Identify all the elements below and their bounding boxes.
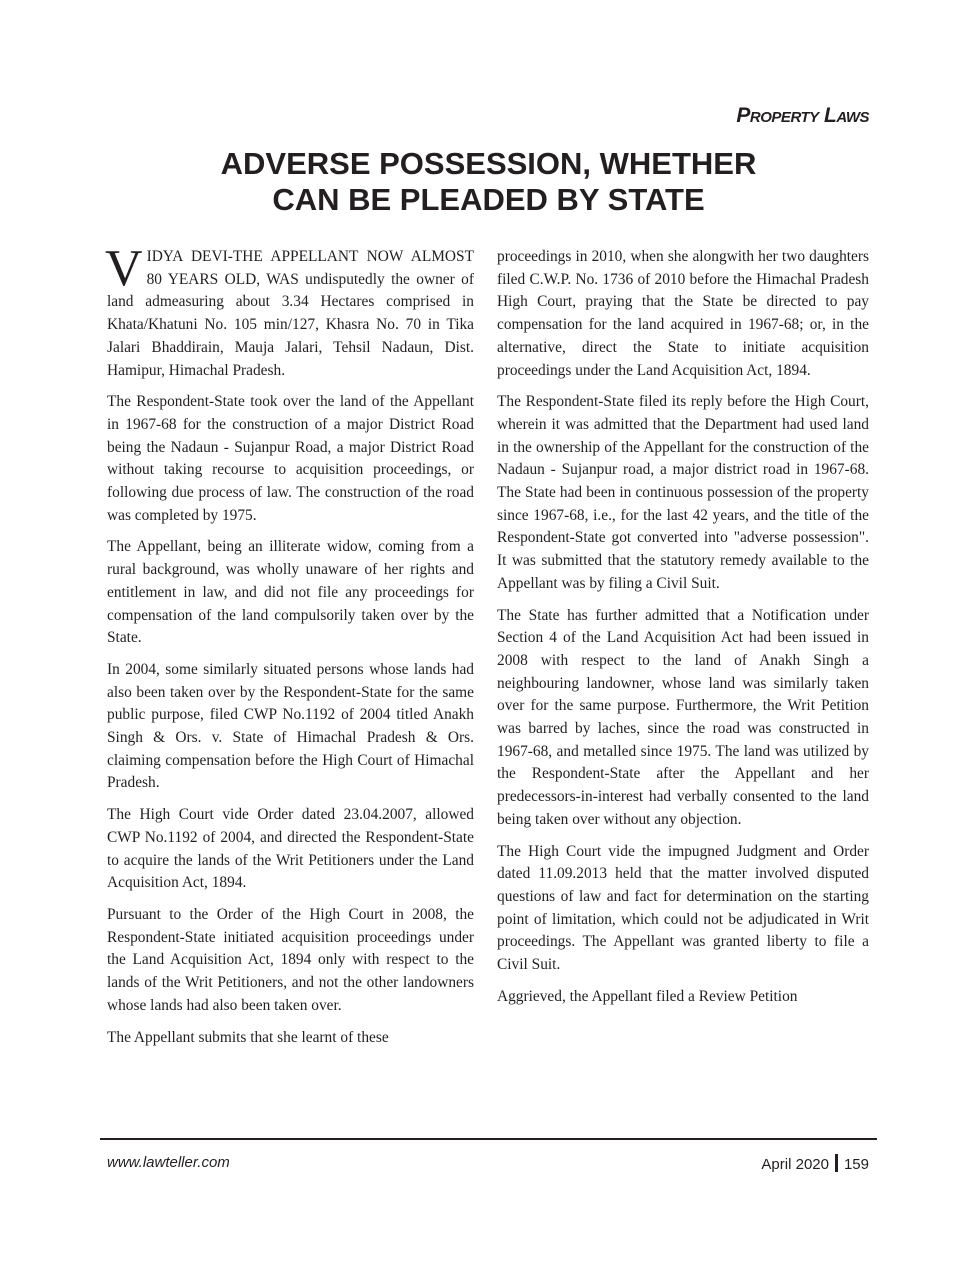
footer-issue bbox=[761, 1154, 869, 1173]
issue-date: April 2020 bbox=[761, 1156, 829, 1173]
right-column bbox=[497, 246, 869, 1018]
paragraph: The Appellant submits that she learnt of these bbox=[107, 1028, 389, 1046]
section-label: Property Laws bbox=[736, 104, 869, 127]
paragraph: The State has further admitted that a Notification under Section 4 of the Land Acquisition Act had been issued in 2008 with respect to the land of Anakh Singh a neighbouring landowner, whose land was similarly taken over for the same purpose. Furthermore, the Writ Petition was barred by laches, since the road was constructed in 1967-68, and metalled since 1975. The land was utilized by the Respondent-State after the Appellant and her predecessors-in-interest had verbally consented to the land being taken over without any objection. bbox=[497, 606, 869, 828]
paragraph: Aggrieved, the Appellant filed a Review Petition bbox=[497, 987, 798, 1005]
paragraph: In 2004, some similarly situated persons whose lands had also been taken over by the Respondent-State for the same public purpose, filed CWP No.1192 of 2004 titled Anakh Singh & Ors. v. State of Himachal Pradesh & Ors. claiming compensation before the High Court of Himachal Pradesh. bbox=[107, 660, 474, 792]
paragraph: VIDYA DEVI-THE APPELLANT NOW ALMOST 80 YEARS OLD, WAS undisputedly the owner of land admeasuring about 3.34 Hectares comprised in Khata/Khatuni No. 105 min/127, Khasra No. 70 in Tika Jalari Bhaddirain, Mauja Jalari, Tehsil Nadaun, Dist. Hamipur, Himachal Pradesh. bbox=[105, 240, 474, 379]
footer-divider bbox=[100, 1138, 877, 1140]
paragraph: The Appellant, being an illiterate widow, coming from a rural background, was wholly unaware of her rights and entitlement in law, and did not file any proceedings for compensation of the land compulsorily taken over by the State. bbox=[107, 538, 474, 647]
separator-bar bbox=[835, 1154, 838, 1172]
paragraph: The High Court vide the impugned Judgment and Order dated 11.09.2013 held that the matter involved disputed questions of law and fact for determination on the starting point of limitation, which could not be adjudicated in Writ proceedings. The Appellant was granted liberty to file a Civil Suit. bbox=[497, 842, 869, 974]
left-column bbox=[105, 240, 474, 1058]
title-line-2: CAN BE PLEADED BY STATE bbox=[272, 182, 705, 217]
article-title bbox=[0, 146, 977, 218]
paragraph: proceedings in 2010, when she alongwith her two daughters filed C.W.P. No. 1736 of 2010 before the Himachal Pradesh High Court, praying that the State be directed to pay compensation for the land acquired in 1967-68; or, in the alternative, direct the State to initiate acquisition proceedings under the Land Acquisition Act, 1894. bbox=[497, 248, 869, 379]
paragraph: The High Court vide Order dated 23.04.2007, allowed CWP No.1192 of 2004, and directed the Respondent-State to acquire the lands of the Writ Petitioners under the Land Acquisition Act, 1894. bbox=[107, 806, 474, 892]
page-number: 159 bbox=[843, 1156, 869, 1173]
footer-url[interactable]: www.lawteller.com bbox=[107, 1154, 230, 1171]
paragraph: The Respondent-State took over the land of the Appellant in 1967-68 for the construction of a major District Road being the Nadaun - Sujanpur Road, a major District Road without taking recourse to acquisition proceedings, or following due process of law. The construction of the road was completed by 1975. bbox=[107, 393, 474, 524]
drop-cap: V bbox=[105, 240, 143, 297]
title-line-1: ADVERSE POSSESSION, WHETHER bbox=[220, 146, 757, 181]
paragraph: The Respondent-State filed its reply before the High Court, wherein it was admitted that the Department had used land in the ownership of the Appellant for the construction of the Nadaun - Sujanpur road, a major district road in 1967-68. The State had been in continuous possession of the property since 1967-68, i.e., for the last 42 years, and the title of the Respondent-State got converted into "adverse possession". It was submitted that the statutory remedy available to the Appellant was by filing a Civil Suit. bbox=[497, 393, 869, 592]
paragraph: Pursuant to the Order of the High Court in 2008, the Respondent-State initiated acquisition proceedings under the Land Acquisition Act, 1894 only with respect to the lands of the Writ Petitioners, and not the other landowners whose lands had also been taken over. bbox=[107, 905, 474, 1014]
